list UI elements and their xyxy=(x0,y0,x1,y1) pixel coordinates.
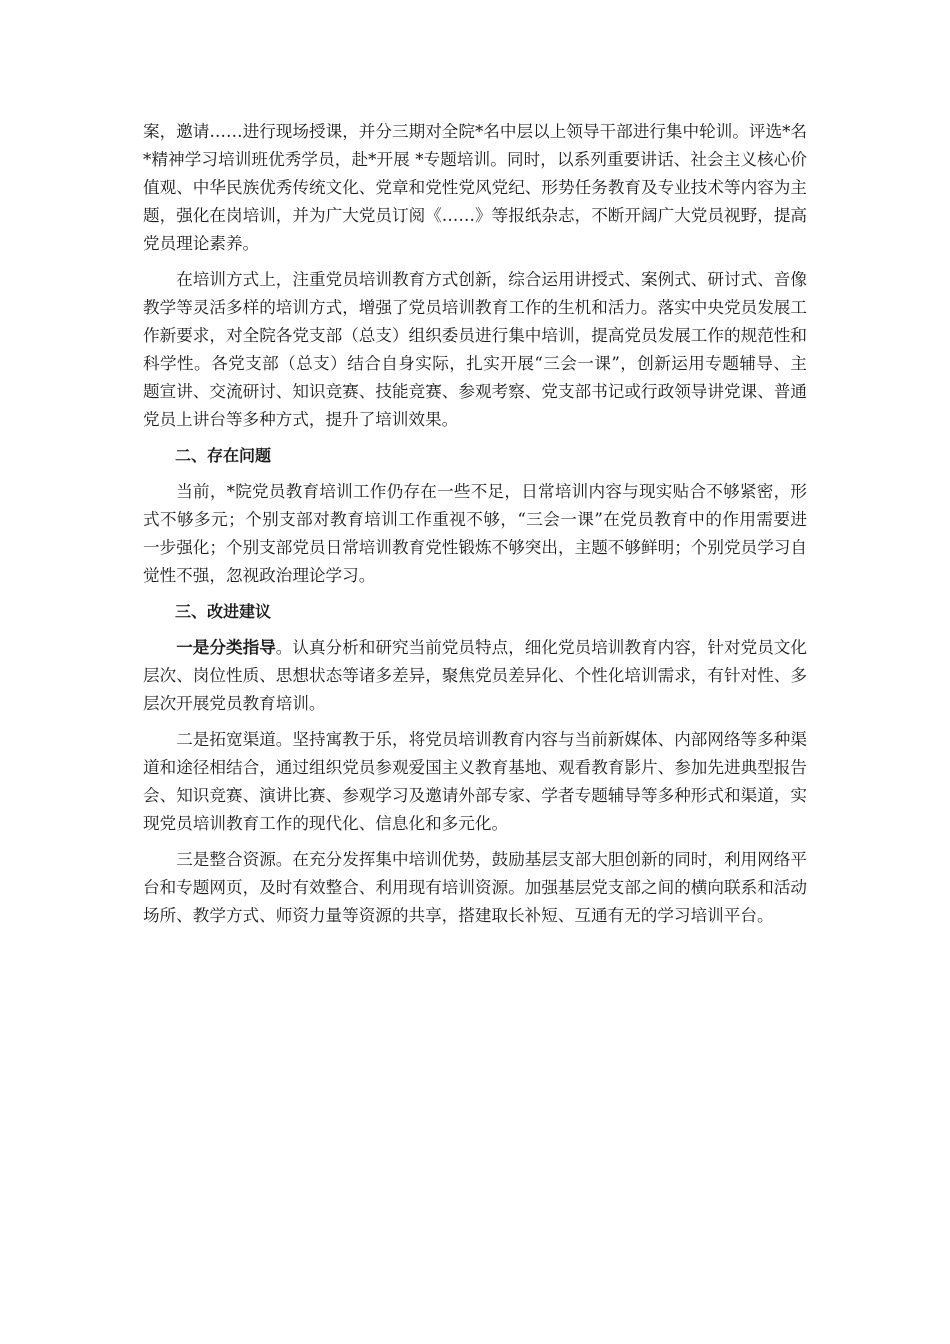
paragraph-problems: 当前，*院党员教育培训工作仍存在一些不足，日常培训内容与现实贴合不够紧密，形式不够多元；个别支部对教育培训工作重视不够，“三会一课”在党员教育中的作用需要进一步强化；个别支部党员日常培训教育党性锻炼不够突出，主题不够鲜明；个别党员学习自觉性不强，忽视政治理论学习。 xyxy=(143,482,807,585)
paragraph-suggestion-3: 三是整合资源。在充分发挥集中培训优势，鼓励基层支部大胆创新的同时，利用网络平台和专题网页，及时有效整合、利用现有培训资源。加强基层党支部之间的横向联系和活动场所、教学方式、师资力量等资源的共享，搭建取长补短、互通有无的学习培训平台。 xyxy=(143,850,807,925)
paragraph-training-content: 案，邀请……进行现场授课，并分三期对全院*名中层以上领导干部进行集中轮训。评选*名*精神学习培训班优秀学员，赴*开展 *专题培训。同时，以系列重要讲话、社会主义核心价值观、中华民族优秀传统文化、党章和党性党风党纪、形势任务教育及专业技术等内容为主题，强化在岗培训，并为广大党员订阅《……》等报纸杂志，不断开阔广大党员视野，提高党员理论素养。 xyxy=(143,122,807,253)
suggestion-1-lead: 一是分类指导 xyxy=(176,638,276,657)
paragraph-suggestion-2: 二是拓宽渠道。坚持寓教于乐，将党员培训教育内容与当前新媒体、内部网络等多种渠道和途径相结合，通过组织党员参观爱国主义教育基地、观看教育影片、参加先进典型报告会、知识竞赛、演讲比赛、参观学习及邀请外部专家、学者专题辅导等多种形式和渠道，实现党员培训教育工作的现代化、信息化和多元化。 xyxy=(143,730,807,833)
paragraph-suggestion-1 xyxy=(143,634,807,718)
section-heading-problems: 二、存在问题 xyxy=(175,446,272,465)
document-page xyxy=(143,118,807,938)
suggestion-1-text: 。认真分析和研究当前党员特点，细化党员培训教育内容，针对党员文化层次、岗位性质、思想状态等诸多差异，聚焦党员差异化、个性化培训需求，有针对性、多层次开展党员教育培训。 xyxy=(143,638,808,713)
section-heading-suggestions: 三、改进建议 xyxy=(175,602,272,621)
paragraph-training-methods: 在培训方式上，注重党员培训教育方式创新，综合运用讲授式、案例式、研讨式、音像教学等灵活多样的培训方式，增强了党员培训教育工作的生机和活力。落实中央党员发展工作新要求，对全院各党支部（总支）组织委员进行集中培训，提高党员发展工作的规范性和科学性。各党支部（总支）结合自身实际，扎实开展“三会一课”，创新运用专题辅导、主题宣讲、交流研讨、知识竞赛、技能竞赛、参观考察、党支部书记或行政领导讲党课、普通党员上讲台等多种方式，提升了培训效果。 xyxy=(143,270,807,429)
